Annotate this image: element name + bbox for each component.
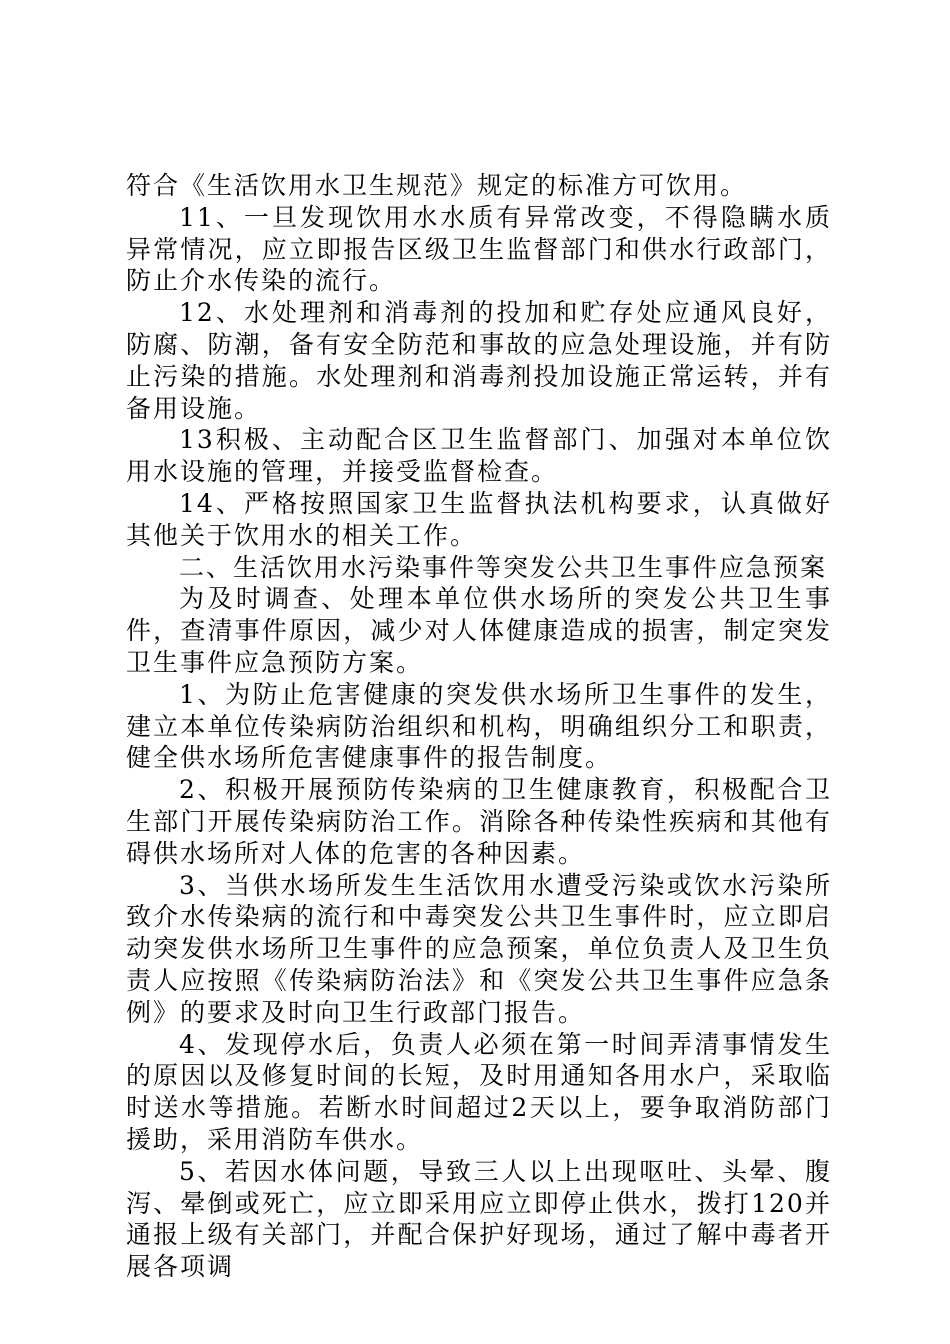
paragraph-item-13: 13积极、主动配合区卫生监督部门、加强对本单位饮用水设施的管理，并接受监督检查。 [126,425,832,487]
paragraph-continuation: 符合《生活饮用水卫生规范》规定的标准方可饮用。 [126,171,748,200]
section-heading: 二、生活饮用水污染事件等突发公共卫生事件应急预案 [179,552,828,582]
paragraph-item-3: 3、当供水场所发生生活饮用水遭受污染或饮水污染所致介水传染病的流行和中毒突发公共卫生事件时，应立即启动突发供水场所卫生事件的应急预案，单位负责人及卫生负责人应按照《传染病防治法》和《突发公共卫生事件应急条例》的要求及时向卫生行政部门报告。 [126,870,832,1027]
paragraph-item-4: 4、发现停水后，负责人必须在第一时间弄清事情发生的原因以及修复时间的长短，及时用通知各用水户，采取临时送水等措施。若断水时间超过2天以上，要争取消防部门援助，采用消防车供水。 [126,1029,832,1154]
paragraph-item-1: 1、为防止危害健康的突发供水场所卫生事件的发生，建立本单位传染病防治组织和机构，明确组织分工和职责，健全供水场所危害健康事件的报告制度。 [126,679,832,773]
paragraph-item-11: 11、一旦发现饮用水水质有异常改变，不得隐瞒水质异常情况，应立即报告区级卫生监督部门和供水行政部门，防止介水传染的流行。 [126,202,832,296]
paragraph-intro: 为及时调查、处理本单位供水场所的突发公共卫生事件，查清事件原因，减少对人体健康造成的损害，制定突发卫生事件应急预防方案。 [126,584,832,677]
document-body [126,170,832,1283]
paragraph-item-14: 14、严格按照国家卫生监督执法机构要求，认真做好其他关于饮用水的相关工作。 [126,488,832,550]
paragraph-item-12: 12、水处理剂和消毒剂的投加和贮存处应通风良好，防腐、防潮，备有安全防范和事故的应急处理设施，并有防止污染的措施。水处理剂和消毒剂投加设施正常运转，并有备用设施。 [126,298,832,423]
paragraph-item-5: 5、若因水体问题，导致三人以上出现呕吐、头晕、腹泻、晕倒或死亡，应立即采用应立即停止供水，拨打120并通报上级有关部门，并配合保护好现场，通过了解中毒者开展各项调 [126,1156,832,1282]
paragraph-item-2: 2、积极开展预防传染病的卫生健康教育，积极配合卫生部门开展传染病防治工作。消除各种传染性疾病和其他有碍供水场所对人体的危害的各种因素。 [126,775,832,868]
